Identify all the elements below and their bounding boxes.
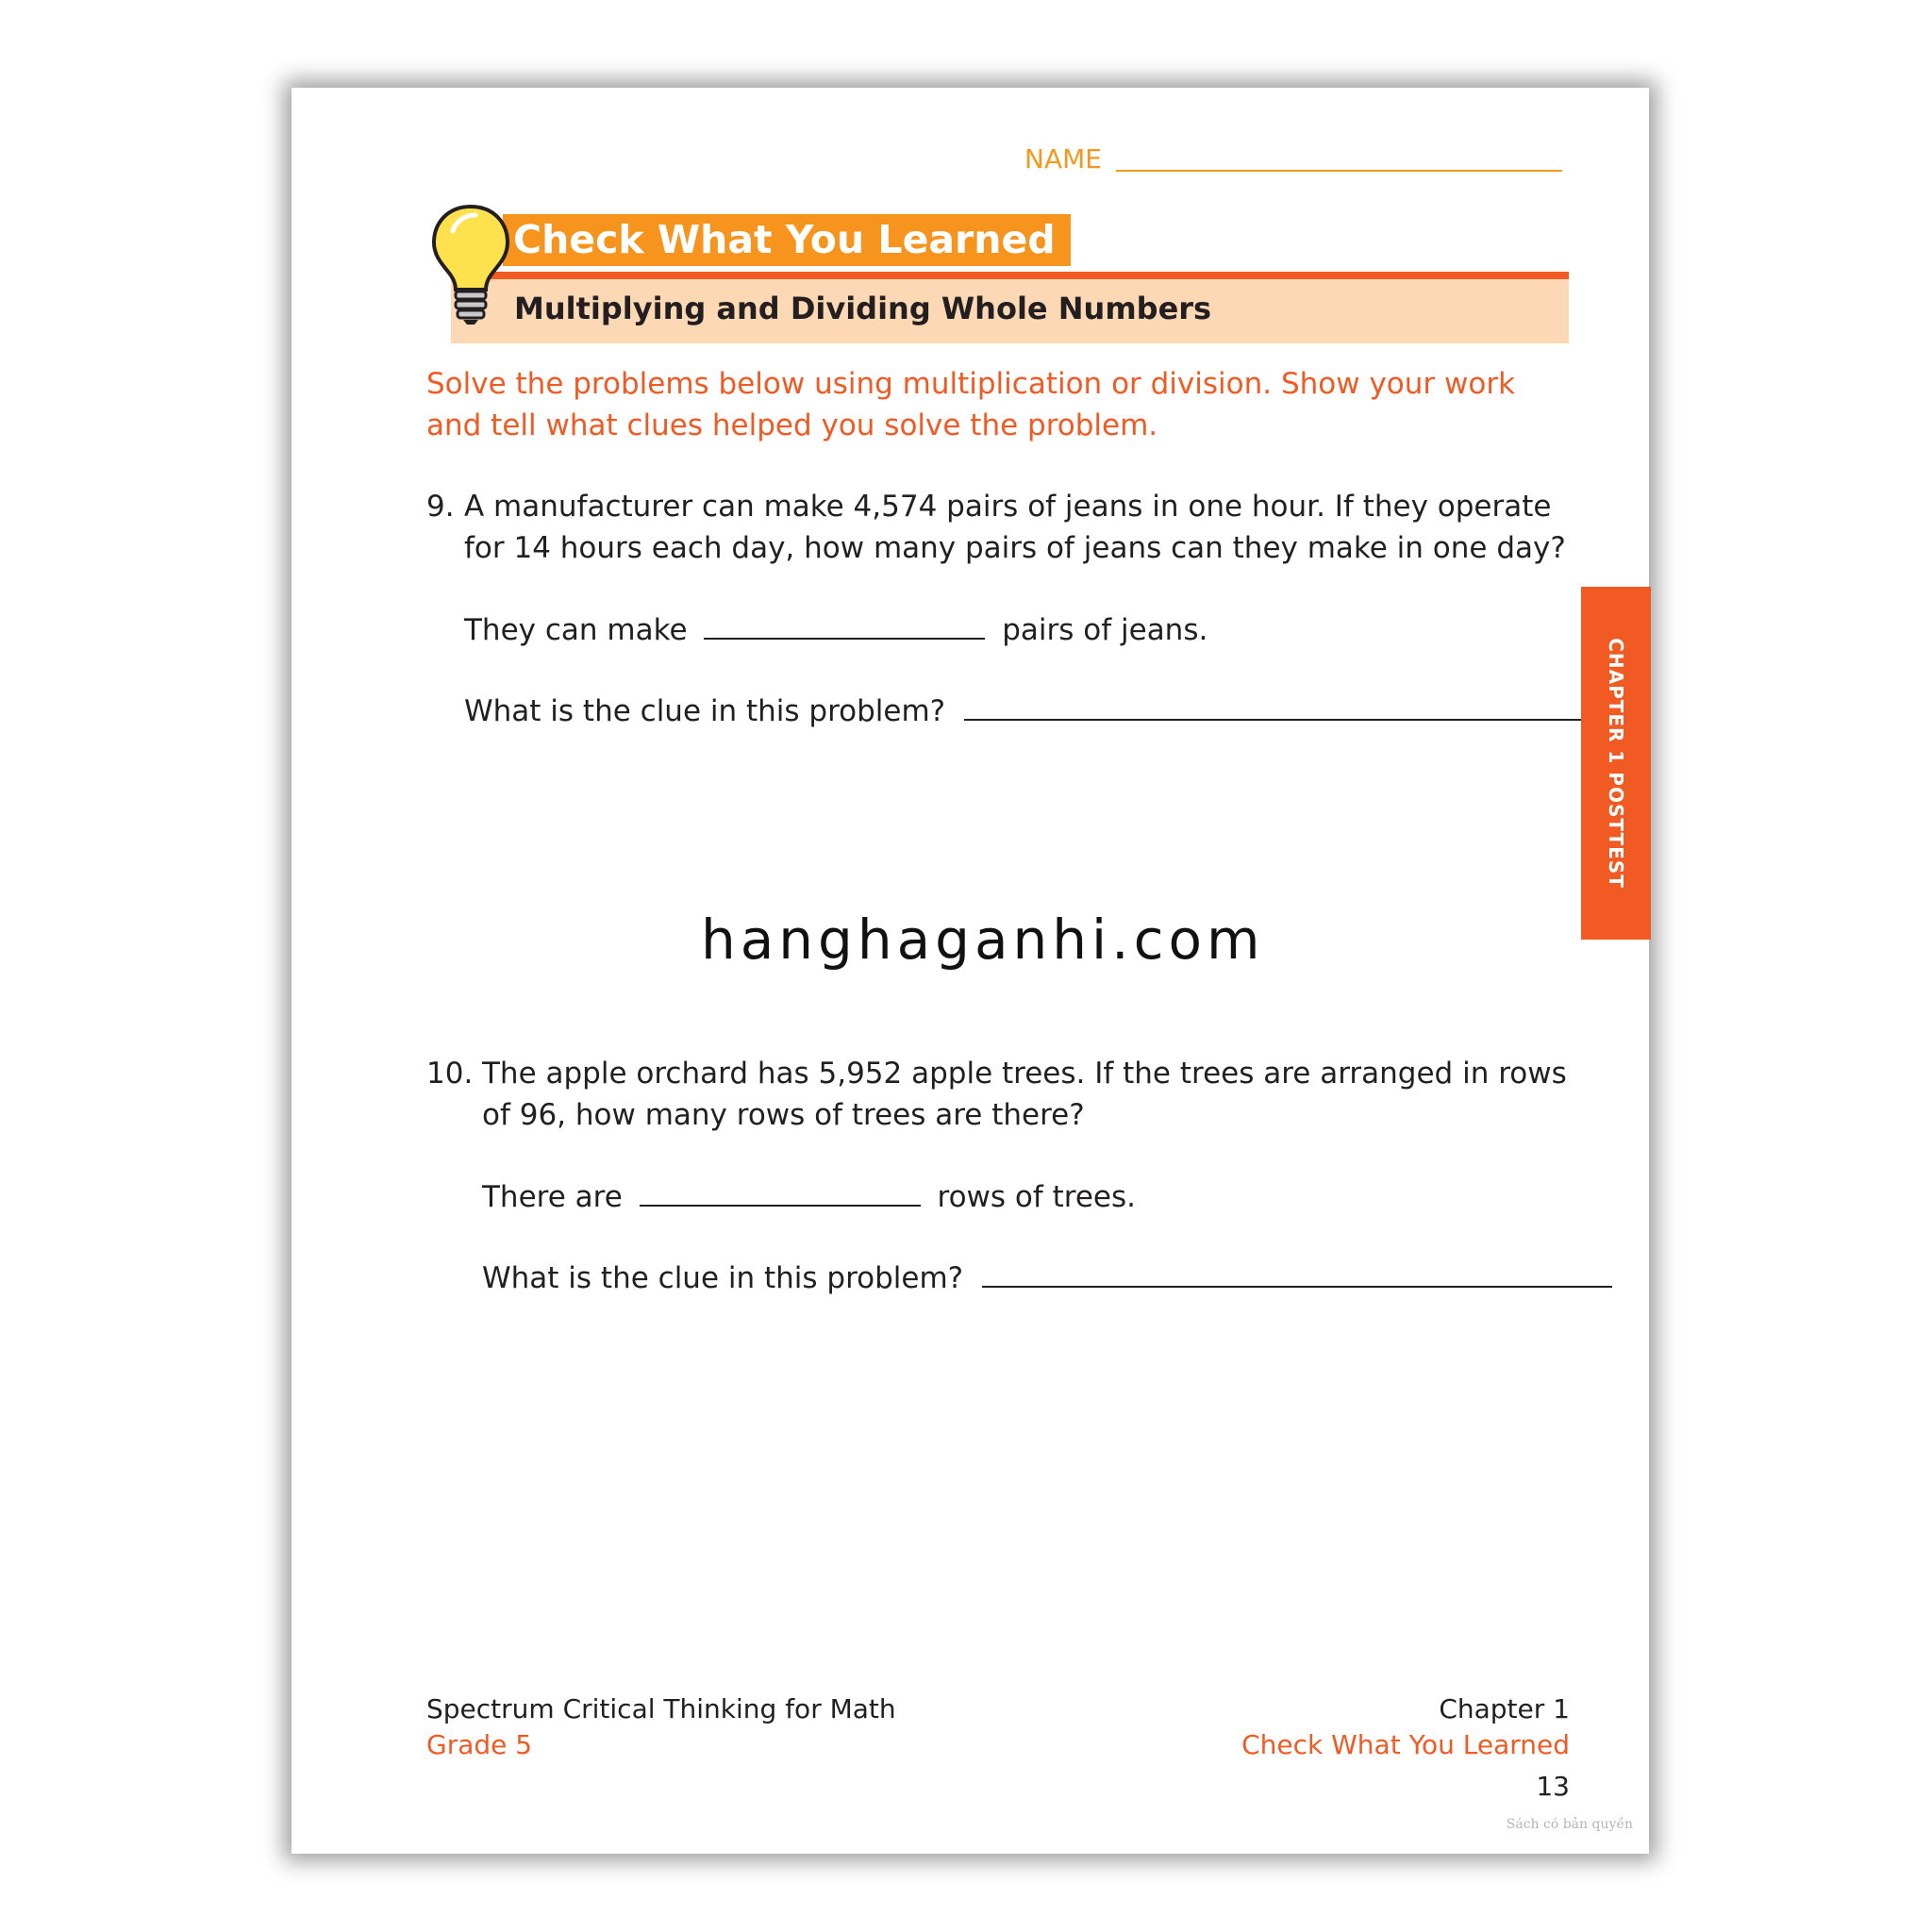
footer-chapter: Chapter 1 [1439, 1693, 1570, 1724]
problem-9 [426, 486, 1573, 569]
answer-prefix: There are [482, 1180, 623, 1214]
problem-text: The apple orchard has 5,952 apple trees. If the trees are arranged in rows of 96, how many rows of trees are there? [482, 1057, 1567, 1132]
side-tab-label: CHAPTER 1 POSTTEST [1605, 638, 1627, 889]
clue-row-10 [482, 1259, 1612, 1295]
page-subtitle: Multiplying and Dividing Whole Numbers [514, 291, 1212, 326]
copyright-note: Sách có bản quyền [1506, 1817, 1633, 1832]
chapter-side-tab [1581, 587, 1651, 940]
answer-suffix: rows of trees. [937, 1180, 1136, 1214]
name-field-line[interactable] [1116, 170, 1562, 172]
problem-number: 10. [426, 1057, 474, 1091]
name-label: NAME [1024, 143, 1102, 175]
answer-blank-9[interactable] [704, 611, 985, 640]
page-title: Check What You Learned [513, 217, 1056, 262]
problem-text: A manufacturer can make 4,574 pairs of jeans in one hour. If they operate for 14 hours each day, how many pairs of jeans can they make in one day? [464, 490, 1566, 565]
clue-prompt: What is the clue in this problem? [464, 694, 946, 728]
answer-row-9 [464, 611, 1208, 647]
problem-10 [426, 1053, 1573, 1136]
clue-prompt: What is the clue in this problem? [482, 1261, 964, 1295]
watermark: hanghaganhi.com [701, 908, 1265, 972]
clue-row-9 [464, 692, 1609, 728]
answer-suffix: pairs of jeans. [1002, 613, 1208, 647]
clue-blank-10[interactable] [982, 1259, 1612, 1288]
clue-blank-9[interactable] [964, 692, 1609, 721]
answer-row-10 [482, 1178, 1136, 1214]
page-number: 13 [1536, 1771, 1570, 1802]
instructions: Solve the problems below using multiplication or division. Show your work and tell what clues helped you solve the problem. [426, 367, 1516, 442]
footer-section: Check What You Learned [1241, 1729, 1570, 1760]
answer-blank-10[interactable] [640, 1178, 921, 1207]
problem-number: 9. [426, 490, 455, 524]
title-rule [451, 272, 1569, 279]
footer-book-title: Spectrum Critical Thinking for Math [426, 1693, 896, 1724]
lightbulb-icon [428, 203, 513, 325]
footer-grade: Grade 5 [426, 1729, 533, 1760]
answer-prefix: They can make [464, 613, 688, 647]
